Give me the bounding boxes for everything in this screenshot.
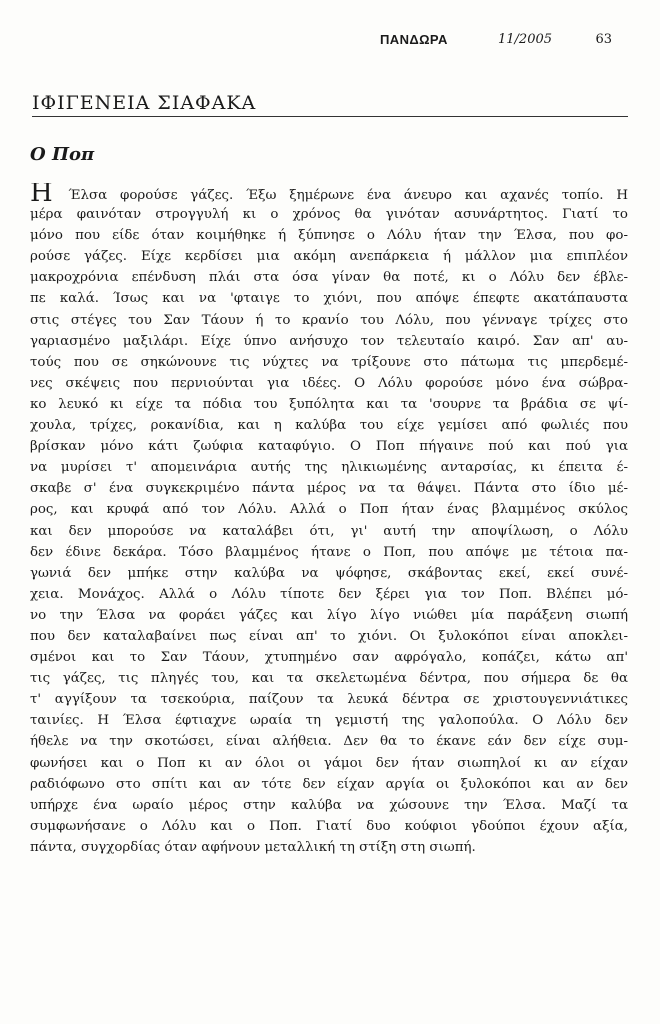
header-rule	[32, 116, 628, 117]
body-line: μακροχρόνια επένδυση πλάι στα όσα γίναν θα ποτέ, κι ο Λόλυ δεν έβλε-	[30, 270, 628, 286]
body-line: δεν έδινε δεκάρα. Τόσο βλαμμένος ήτανε ο Ποπ, που απόψε με τέτοια πα-	[30, 544, 628, 560]
body-line: και δεν μπορούσε να καταλάβει ότι, γι' αυτή την αποψίλωση, ο Λόλυ	[30, 523, 628, 539]
body-line: σκαβε σ' ένα συγκεκριμένο πάντα μέρος να τα θάψει. Πάντα στο ίδιο μέ-	[30, 481, 628, 497]
body-line: γαριασμένο μαξιλάρι. Είχε ύπνο ανήσυχο τον τελευταίο καιρό. Σαν απ' αυ-	[30, 333, 628, 349]
body-line: νο την Έλσα να φοράει γάζες και λίγο λίγο νιώθει μία παράξενη σιωπή	[30, 607, 628, 623]
body-line-text: Έλσα φορούσε γάζες. Έξω ξημέρωνε ένα άνευρο και αχανές τοπίο. Η	[55, 188, 628, 203]
body-line: υπήρχε ένα ωραίο μέρος στην καλύβα να χώσουνε την Έλσα. Μαζί τα	[30, 797, 628, 813]
body-line: μέρα φαινόταν στρογγυλή κι ο χρόνος θα γινόταν ασυνάρτητος. Γιατί το	[30, 207, 628, 223]
body-line: πάντα, συγχορδίας όταν αφήνουν μεταλλική τη στίξη στη σιωπή.	[30, 839, 476, 855]
body-line: ήθελε να την σκοτώσει, είναι αλήθεια. Δεν θα το έκανε εάν δεν είχε συμ-	[30, 734, 628, 750]
drop-cap: Η	[30, 183, 53, 205]
body-line: βρίσκαν μόνο κάτι ζωύφια καταφύγιο. Ο Ποπ πήγαινε πού και πού για	[30, 439, 628, 455]
body-line: ταινίες. Η Έλσα έφτιαχνε ωραία τη γεμιστή της γαλοπούλα. Ο Λόλυ δεν	[30, 713, 628, 729]
body-line: συμφωνήσανε ο Λόλυ και ο Ποπ. Γιατί δυο κούφιοι γδούποι έχουν αξία,	[30, 818, 628, 834]
body-line: νες σκέψεις που περνιούνται για ιδέες. Ο Λόλυ φορούσε μόνο ένα σώβρα-	[30, 375, 628, 391]
body-line: σμένοι και το Σαν Τάουν, χτυπημένο σαν αφρόγαλο, κοπάζει, κάτω απ'	[30, 650, 628, 666]
body-line: τ' αγγίξουν τα τσεκούρια, παίζουν τα λευκά δέντρα σε χριστουγεννιάτικες	[30, 692, 628, 708]
body-line: να μυρίσει τ' απομεινάρια αυτής της ηλικιωμένης ανταρσίας, κι έπειτα έ-	[30, 460, 628, 476]
body-line: τις γάζες, τις πληγές του, και τα σκελετωμένα δέντρα, που σήμερα δε θα	[30, 671, 628, 687]
body-line: φωνήσει και ο Ποπ κι αν όλοι οι γάμοι δεν ήταν σιωπηλοί κι αν είχαν	[30, 755, 628, 771]
issue-number: 11/2005	[498, 32, 553, 47]
body-line: χουλα, τρίχες, ροκανίδια, και η καλύβα του είχε γεμίσει από φωλιές που	[30, 418, 628, 434]
body-line: γωνιά δεν μπήκε στην καλύβα να ψόφησε, σκάβοντας εκεί, εκεί συνέ-	[30, 565, 628, 581]
page-number: 63	[595, 32, 612, 47]
body-line: στις στέγες του Σαν Τάουν ή το κρανίο του Λόλυ, που γένναγε τρίχες στο	[30, 312, 628, 328]
author-name: ΙΦΙΓΕΝΕΙΑ ΣΙΑΦΑΚΑ	[32, 92, 257, 114]
body-line: ρούσε γάζες. Είχε κερδίσει μια ακόμη ανεπάρκεια ή μάλλον μια επιπλέον	[30, 249, 628, 265]
journal-name: ΠΑΝΔΩΡΑ	[380, 32, 448, 47]
body-line: κο λευκό κι είχε τα πόδια του ξυπόλητα και τα 'σουρνε τα βράδια σε ψί-	[30, 396, 628, 412]
body-line: μόνο που είδε όταν κοιμήθηκε ή ξύπνησε ο Λόλυ ήταν την Έλσα, που φο-	[30, 228, 628, 244]
body-line: που δεν καταλαβαίνει πως είναι απ' το χιόνι. Οι ξυλοκόποι είναι αποκλει-	[30, 628, 628, 644]
body-line: χεια. Μονάχος. Αλλά ο Λόλυ τίποτε δεν ξέρει για τον Ποπ. Βλέπει μό-	[30, 586, 628, 602]
body-line	[30, 183, 628, 204]
body-line: πε καλά. Ίσως και να 'φταιγε το χιόνι, που απόψε έπεφτε ακατάπαυστα	[30, 291, 628, 307]
body-line: ραδιόφωνο στο σπίτι και αν τότε δεν είχαν αργία οι ξυλοκόποι και αν δεν	[30, 776, 628, 792]
story-body	[30, 183, 628, 858]
running-header	[380, 30, 612, 50]
story-title: Ο Ποπ	[30, 144, 95, 165]
body-line: ρος, και κρυφά από τον Λόλυ. Αλλά ο Ποπ ήταν ένας βλαμμένος σκύλος	[30, 502, 628, 518]
body-line: τούς που σε σηκώνουνε τις νύχτες να τρίξουνε στο πάτωμα τις μπερδεμέ-	[30, 354, 628, 370]
